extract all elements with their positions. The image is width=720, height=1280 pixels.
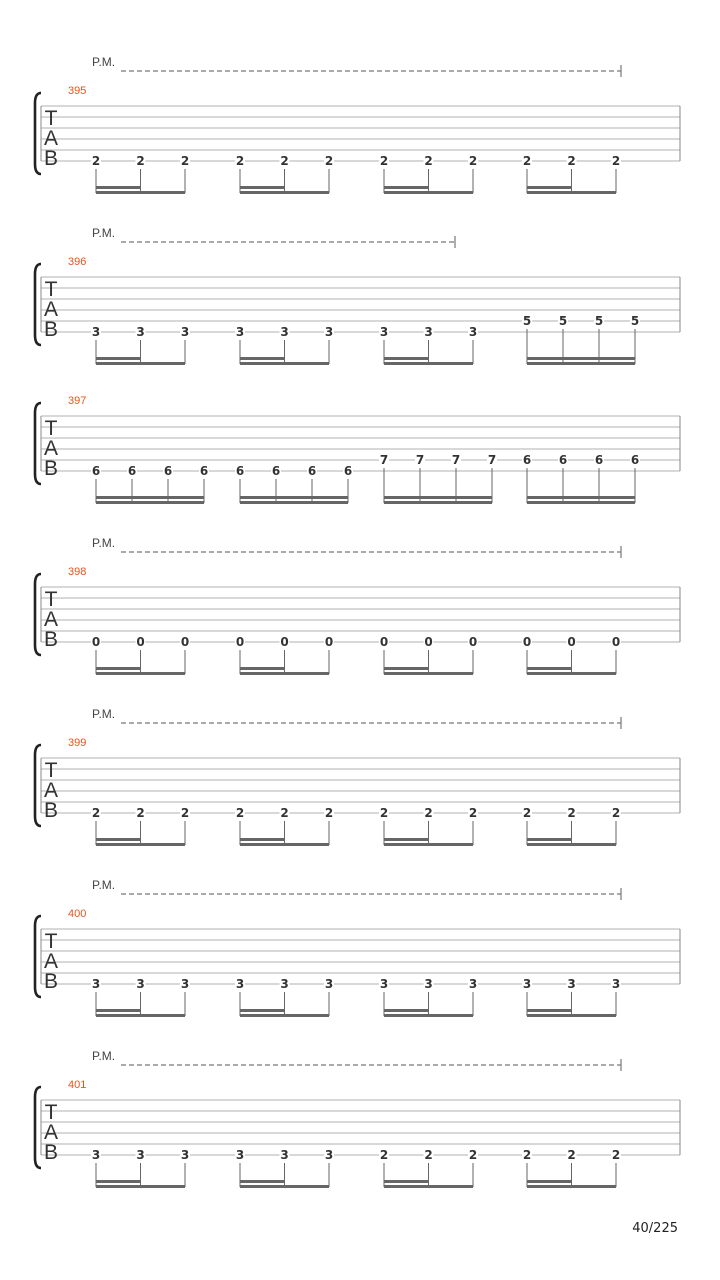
fret-number: 2 <box>324 154 334 168</box>
measure-number: 397 <box>68 395 87 407</box>
fret-number: 0 <box>180 635 190 649</box>
beam-primary <box>527 1014 616 1017</box>
fret-number: 0 <box>379 635 389 649</box>
beam-primary <box>527 501 635 504</box>
beam-secondary <box>96 186 141 189</box>
fret-number: 3 <box>235 325 245 339</box>
tab-letter: T <box>44 759 58 782</box>
fret-number: 6 <box>271 464 281 478</box>
tab-letter: T <box>44 107 58 130</box>
beam-secondary <box>527 186 572 189</box>
fret-number: 2 <box>567 1148 576 1162</box>
fret-number: 5 <box>558 314 568 328</box>
staff-bracket <box>35 916 41 997</box>
fret-number: 0 <box>235 635 245 649</box>
tab-letter: B <box>43 318 59 341</box>
beam-secondary <box>527 1180 572 1183</box>
tab-letter: T <box>44 278 58 301</box>
fret-number: 2 <box>567 154 576 168</box>
fret-number: 3 <box>324 1148 334 1162</box>
beam-secondary <box>527 1009 572 1012</box>
beam-secondary <box>96 357 141 360</box>
fret-number: 2 <box>180 154 190 168</box>
fret-number: 7 <box>415 453 425 467</box>
fret-number: 0 <box>567 635 576 649</box>
tab-system <box>35 1049 680 1188</box>
beam-primary <box>240 843 329 846</box>
fret-number: 5 <box>630 314 640 328</box>
tab-letter: T <box>44 588 58 611</box>
tab-letter: B <box>43 628 59 651</box>
beam-secondary <box>384 667 429 670</box>
tab-letter: A <box>43 127 59 150</box>
fret-number: 6 <box>235 464 245 478</box>
beam-primary <box>96 362 185 365</box>
beam-secondary <box>527 496 635 499</box>
fret-number: 3 <box>91 1148 101 1162</box>
fret-number: 2 <box>424 154 433 168</box>
fret-number: 2 <box>235 806 245 820</box>
fret-number: 6 <box>199 464 209 478</box>
tab-letter: B <box>43 147 59 170</box>
tab-letter: B <box>43 799 59 822</box>
fret-number: 3 <box>180 1148 190 1162</box>
beam-primary <box>384 1185 473 1188</box>
fret-number: 3 <box>379 325 389 339</box>
fret-number: 3 <box>522 977 532 991</box>
measure-number: 398 <box>68 566 87 578</box>
staff-bracket <box>35 1087 41 1168</box>
beam-secondary <box>384 838 429 841</box>
tab-system <box>35 55 680 194</box>
palm-mute-label: P.M. <box>92 226 116 240</box>
beam-primary <box>96 1185 185 1188</box>
tab-letter: A <box>43 1121 59 1144</box>
tab-letter: B <box>43 1141 59 1164</box>
tab-letter: A <box>43 950 59 973</box>
fret-number: 7 <box>487 453 497 467</box>
beam-primary <box>96 843 185 846</box>
beam-primary <box>527 843 616 846</box>
fret-number: 2 <box>567 806 576 820</box>
fret-number: 6 <box>594 453 604 467</box>
fret-number: 3 <box>468 977 478 991</box>
palm-mute-label: P.M. <box>92 707 116 721</box>
tab-system <box>35 878 680 1017</box>
fret-number: 0 <box>522 635 532 649</box>
beam-primary <box>527 672 616 675</box>
fret-number: 3 <box>136 325 145 339</box>
fret-number: 2 <box>91 154 101 168</box>
beam-secondary <box>96 838 141 841</box>
beam-secondary <box>96 1009 141 1012</box>
fret-number: 2 <box>280 806 289 820</box>
fret-number: 2 <box>235 154 245 168</box>
palm-mute-label: P.M. <box>92 878 116 892</box>
fret-number: 6 <box>307 464 317 478</box>
fret-number: 2 <box>379 1148 389 1162</box>
beam-secondary <box>240 496 348 499</box>
fret-number: 2 <box>324 806 334 820</box>
beam-primary <box>384 672 473 675</box>
beam-secondary <box>527 838 572 841</box>
beam-primary <box>384 843 473 846</box>
fret-number: 3 <box>280 325 289 339</box>
fret-number: 2 <box>280 154 289 168</box>
beam-primary <box>384 501 492 504</box>
fret-number: 6 <box>343 464 353 478</box>
beam-secondary <box>384 1009 429 1012</box>
beam-secondary <box>384 357 429 360</box>
fret-number: 3 <box>567 977 576 991</box>
fret-number: 2 <box>468 806 478 820</box>
fret-number: 0 <box>280 635 289 649</box>
beam-secondary <box>384 496 492 499</box>
fret-number: 3 <box>468 325 478 339</box>
fret-number: 3 <box>180 325 190 339</box>
beam-primary <box>240 1014 329 1017</box>
fret-number: 2 <box>136 154 145 168</box>
fret-number: 3 <box>235 977 245 991</box>
beam-secondary <box>240 357 285 360</box>
tab-letter: A <box>43 608 59 631</box>
fret-number: 6 <box>558 453 568 467</box>
fret-number: 2 <box>611 806 621 820</box>
fret-number: 6 <box>522 453 532 467</box>
staff-bracket <box>35 93 41 174</box>
beam-primary <box>240 1185 329 1188</box>
fret-number: 3 <box>424 977 433 991</box>
beam-secondary <box>384 186 429 189</box>
staff-bracket <box>35 403 41 484</box>
beam-secondary <box>240 1009 285 1012</box>
fret-number: 3 <box>136 1148 145 1162</box>
palm-mute-label: P.M. <box>92 55 116 69</box>
tab-letter: B <box>43 970 59 993</box>
fret-number: 2 <box>468 1148 478 1162</box>
beam-primary <box>240 672 329 675</box>
beam-secondary <box>527 667 572 670</box>
beam-secondary <box>96 1180 141 1183</box>
fret-number: 3 <box>180 977 190 991</box>
fret-number: 0 <box>611 635 621 649</box>
beam-secondary <box>240 667 285 670</box>
fret-number: 3 <box>280 1148 289 1162</box>
page-number: 40/225 <box>632 1221 678 1236</box>
beam-primary <box>384 191 473 194</box>
fret-number: 2 <box>379 154 389 168</box>
fret-number: 3 <box>91 977 101 991</box>
beam-primary <box>96 1014 185 1017</box>
tab-system <box>35 226 680 365</box>
tab-letter: T <box>44 1101 58 1124</box>
beam-primary <box>384 362 473 365</box>
fret-number: 2 <box>611 154 621 168</box>
palm-mute-label: P.M. <box>92 536 116 550</box>
fret-number: 2 <box>468 154 478 168</box>
fret-number: 2 <box>611 1148 621 1162</box>
beam-secondary <box>240 1180 285 1183</box>
fret-number: 2 <box>379 806 389 820</box>
fret-number: 3 <box>424 325 433 339</box>
fret-number: 2 <box>91 806 101 820</box>
fret-number: 3 <box>136 977 145 991</box>
measure-number: 395 <box>68 85 87 97</box>
fret-number: 2 <box>180 806 190 820</box>
beam-secondary <box>240 838 285 841</box>
measure-number: 401 <box>68 1079 87 1091</box>
tab-letter: A <box>43 437 59 460</box>
beam-secondary <box>96 496 204 499</box>
fret-number: 5 <box>522 314 532 328</box>
beam-primary <box>240 362 329 365</box>
measure-number: 400 <box>68 908 87 920</box>
fret-number: 6 <box>630 453 640 467</box>
beam-primary <box>240 501 348 504</box>
fret-number: 2 <box>522 154 532 168</box>
beam-primary <box>527 1185 616 1188</box>
beam-primary <box>96 191 185 194</box>
fret-number: 0 <box>91 635 101 649</box>
staff-bracket <box>35 264 41 345</box>
tab-letter: T <box>44 930 58 953</box>
fret-number: 7 <box>451 453 461 467</box>
fret-number: 3 <box>91 325 101 339</box>
tab-letter: A <box>43 779 59 802</box>
fret-number: 6 <box>163 464 173 478</box>
fret-number: 2 <box>522 1148 532 1162</box>
fret-number: 3 <box>280 977 289 991</box>
fret-number: 6 <box>127 464 137 478</box>
fret-number: 0 <box>468 635 478 649</box>
measure-number: 399 <box>68 737 87 749</box>
beam-primary <box>384 1014 473 1017</box>
beam-primary <box>527 191 616 194</box>
tab-letter: T <box>44 417 58 440</box>
beam-secondary <box>384 1180 429 1183</box>
fret-number: 3 <box>235 1148 245 1162</box>
beam-secondary <box>96 667 141 670</box>
fret-number: 3 <box>324 325 334 339</box>
beam-secondary <box>240 186 285 189</box>
fret-number: 5 <box>594 314 604 328</box>
fret-number: 2 <box>522 806 532 820</box>
beam-primary <box>96 672 185 675</box>
tab-system <box>35 707 680 846</box>
fret-number: 2 <box>424 1148 433 1162</box>
fret-number: 0 <box>136 635 145 649</box>
fret-number: 3 <box>379 977 389 991</box>
beam-primary <box>527 362 635 365</box>
fret-number: 0 <box>324 635 334 649</box>
fret-number: 6 <box>91 464 101 478</box>
fret-number: 3 <box>611 977 621 991</box>
tab-system <box>35 395 680 504</box>
beam-primary <box>96 501 204 504</box>
tab-letter: A <box>43 298 59 321</box>
tab-system <box>35 536 680 675</box>
palm-mute-label: P.M. <box>92 1049 116 1063</box>
fret-number: 2 <box>424 806 433 820</box>
fret-number: 3 <box>324 977 334 991</box>
measure-number: 396 <box>68 256 87 268</box>
staff-bracket <box>35 745 41 826</box>
fret-number: 2 <box>136 806 145 820</box>
beam-secondary <box>527 357 635 360</box>
staff-bracket <box>35 574 41 655</box>
beam-primary <box>240 191 329 194</box>
fret-number: 0 <box>424 635 433 649</box>
fret-number: 7 <box>379 453 389 467</box>
tab-letter: B <box>43 457 59 480</box>
